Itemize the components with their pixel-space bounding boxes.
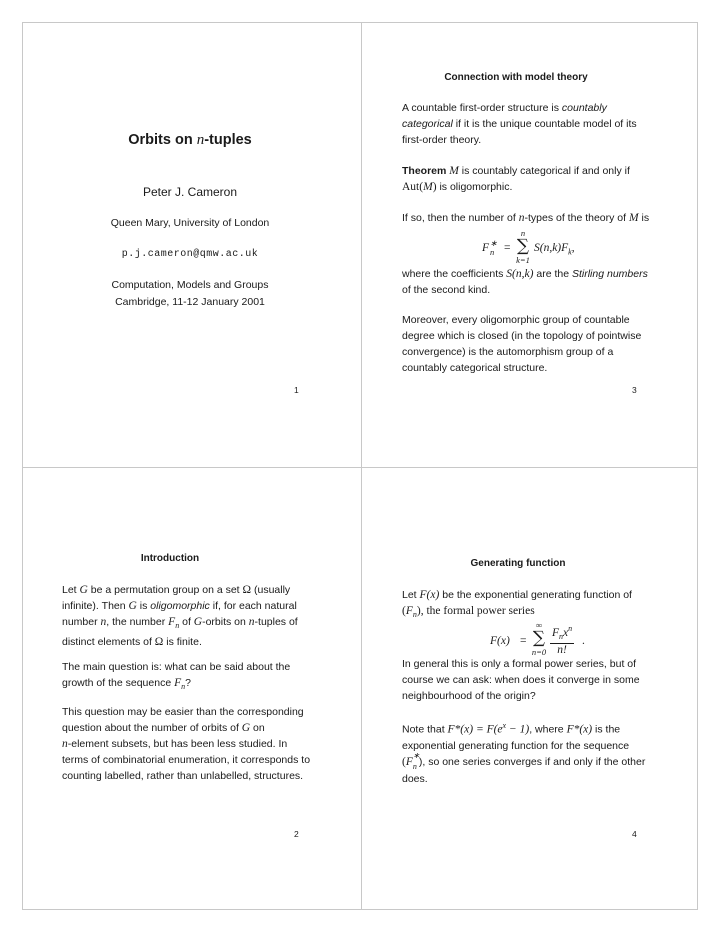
event-name: Computation, Models and Groups xyxy=(111,279,269,291)
slide-heading: Introduction xyxy=(140,553,200,564)
convergence-paragraph: In general this is only a formal power series, but of course we can ask: when does it converge in some neighbourhood of the origin? xyxy=(402,658,640,702)
title-text-end: -tuples xyxy=(204,132,252,148)
affiliation: Queen Mary, University of London xyxy=(110,217,270,229)
term-oligomorphic: oligomorphic xyxy=(150,600,210,612)
page-number: 4 xyxy=(632,829,637,839)
note-paragraph: Note that $F*(x) = F(e^x - 1)$, where F*(x) is the exponential generating function for the sequence (F ∗ n ), so one series converges if and only if the other does. xyxy=(402,721,646,785)
stirling-paragraph: where the coefficients S(n,k) are the Stirling numbers of the second kind. xyxy=(402,268,648,296)
slide-title xyxy=(22,132,358,148)
slide-heading: Generating function xyxy=(470,558,566,569)
title-text: Orbits on xyxy=(128,132,197,148)
theorem-paragraph: Theorem M is countably categorical if and only if Aut(M) is oligomorphic. xyxy=(402,165,630,193)
slide-1 xyxy=(22,0,358,444)
term-countably: countably xyxy=(561,102,607,114)
definition-paragraph: A countable first-order structure is countably categorical if it is the unique countable model of its first-order theory. xyxy=(402,102,637,146)
sum-symbol: ∑ xyxy=(532,628,546,648)
title-variable: n xyxy=(196,132,205,148)
slide-3 xyxy=(360,0,698,444)
slide-4 xyxy=(360,466,698,910)
types-paragraph: If so, then the number of n-types of the theory of M is xyxy=(402,212,650,224)
moreover-paragraph: Moreover, every oligomorphic group of countable degree which is closed (in the topology of pointwise convergence) is the automorphism group of a countably categorical structure. xyxy=(402,314,642,374)
author-name: Peter J. Cameron xyxy=(142,185,238,199)
theorem-label: Theorem xyxy=(402,165,447,177)
egf-intro-paragraph: Let F(x) be the exponential generating function of $(F_n)$, the formal power series xyxy=(402,589,632,620)
fraction: $F_nx^n$ n! xyxy=(552,624,573,657)
slide-heading: Connection with model theory xyxy=(444,72,588,83)
definition-paragraph: Let G be a permutation group on a set Ω (usually infinite). Then G is oligomorphic if, for each natural number n, the number $F_n$ of G-orbits on n-tuples of distinct elements of Ω is finite. xyxy=(62,584,298,649)
email-address: p.j.cameron@qmw.ac.uk xyxy=(121,249,259,260)
page-number: 1 xyxy=(294,385,299,395)
egf-formula: F(x) = ∞ ∑ n=0 $F_nx^n$ n! . xyxy=(490,620,585,657)
term-stirling-numbers: Stirling numbers xyxy=(571,268,648,280)
page-number: 3 xyxy=(632,385,637,395)
event-place-date: Cambridge, 11-12 January 2001 xyxy=(115,296,265,308)
page-number: 2 xyxy=(294,829,299,839)
comparison-paragraph: This question may be easier than the corresponding question about the number of orbits of G on n-element subsets, but has been less studied. In terms of combinatorial enumeration, it corresponds to counting labelled, rather than unlabelled, structures. xyxy=(62,706,311,782)
slide-2 xyxy=(22,466,358,910)
sum-symbol: ∑ xyxy=(516,236,530,256)
term-categorical: categorical xyxy=(402,118,453,130)
stirling-sum-formula: F ∗ n = n ∑ k=1 $S(n,k)F_k$, xyxy=(482,228,575,265)
main-question-paragraph: The main question is: what can be said about the growth of the sequence $F_n$? xyxy=(62,661,291,692)
